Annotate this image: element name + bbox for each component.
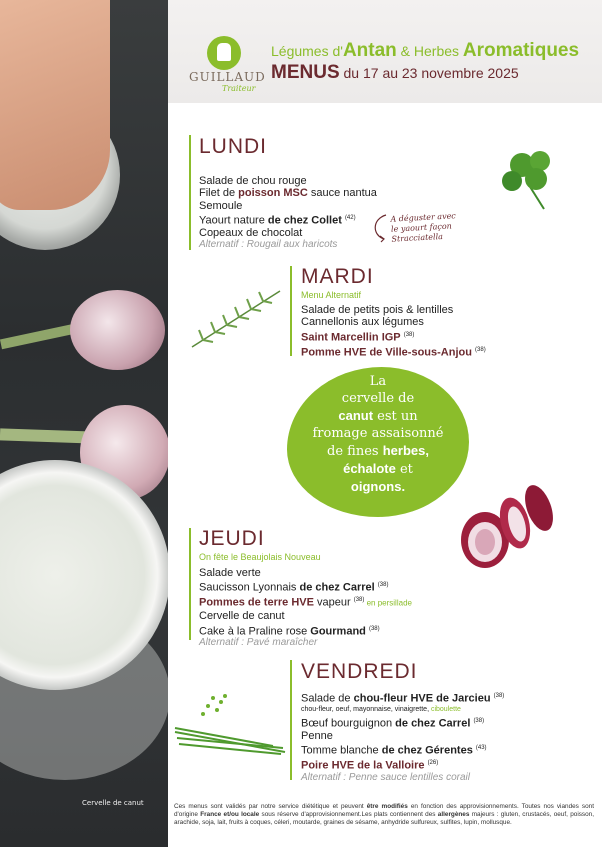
chef-hat-shape [217,43,231,61]
menu-item: Salade de petits pois & lentilles [301,304,454,316]
menu-item: Saint Marcellin IGP $^{(38)}$ [301,331,415,344]
alternative-item: Alternatif : Penne sauce lentilles corail [301,772,470,784]
menu-item: Penne [301,729,333,742]
arrow-icon [370,213,390,243]
menu-item-detail: chou-fleur, oeuf, mayonnaise, vinaigrette, ciboulette [301,705,461,713]
menu-item: Filet de poisson MSC sauce nantua [199,187,377,200]
parsley-icon [492,147,562,213]
menu-item: Pomme HVE de Ville-sous-Anjou $^{(38)}$ [301,346,486,359]
logo-name: GUILLAUD [189,70,266,84]
menu-item: Bœuf bourguignon de chez Carrel $^{(38)}$ [301,717,485,730]
day-title-mardi: MARDI [301,265,374,288]
jeudi-subtitle: On fête le Beaujolais Nouveau [199,552,321,562]
menu-item: Poire HVE de la Valloire $^{(26)}$ [301,759,439,772]
vendredi-menu [301,690,504,784]
day-title-lundi: LUNDI [199,135,268,158]
cheese-info-text: La cervelle de canut est un fromage assaisonné de fines herbes, échalote et oignons. [312,374,444,494]
menu-item: Yaourt nature de chez Collet $^{(42)}$ [199,214,356,227]
menu-item: Salade verte [199,567,261,579]
food-photo [0,0,168,847]
vendredi-divider [290,660,292,780]
menu-item: Cervelle de canut [199,610,285,623]
lundi-divider [189,135,191,250]
menu-item: Cake à la Praline rose Gourmand $^{(38)}$ [199,625,380,638]
menu-item: Salade de chou rouge [199,175,307,187]
menu-title: MENUS du 17 au 23 novembre 2025 [271,62,519,83]
chives-icon [173,690,288,760]
menu-item: Pommes de terre HVE vapeur $^{(38)}$ en persillade [199,596,412,609]
menu-item: Semoule [199,199,243,212]
footer-disclaimer: Ces menus sont validés par notre service diététique et peuvent être modifiés en fonction des approvisionnements. Toutes nos viandes sont d'origine France et/ou locale sous réserve d'approvisionnement.Les plats contiennent des allergènes majeurs : gluten, crustacés, oeuf, poisson, arachide, soja, lait, fruits à coques, céleri, moutarde, graines de sésame, anhydride sulfureux, sulfites, lupin, mollusque. [174,803,595,827]
handwritten-note: A déguster avec le yaourt façon Stracciatella [390,211,457,244]
menu-theme: Légumes d'Antan & Herbes Aromatiques [271,40,580,61]
mardi-divider [290,266,292,356]
mardi-subtitle: Menu Alternatif [301,290,362,300]
alternative-item: Alternatif : Pavé maraîcher [199,637,318,649]
menu-item: Tomme blanche de chez Gérentes $^{(43)}$ [301,744,487,757]
menu-item: Cannellonis aux légumes [301,316,424,329]
logo-subtitle: Traiteur [222,84,256,93]
menu-item: Saucisson Lyonnais de chez Carrel $^{(38)}$ [199,581,389,594]
jeudi-menu [199,567,412,650]
red-onion-icon [459,478,559,573]
mardi-menu [301,304,486,359]
menu-item: Salade de chou-fleur HVE de Jarcieu $^{(38)}$ [301,692,505,705]
alternative-item: Alternatif : Rougail aux haricots [199,239,338,251]
rosemary-icon [188,287,284,353]
photo-caption: Cervelle de canut [82,799,144,807]
garlic-decor [70,290,165,370]
lundi-menu [199,175,377,251]
menu-item: Copeaux de chocolat [199,226,303,239]
hand-decor [0,0,110,210]
jeudi-divider [189,528,191,640]
day-title-jeudi: JEUDI [199,527,265,550]
day-title-vendredi: VENDREDI [301,660,418,683]
